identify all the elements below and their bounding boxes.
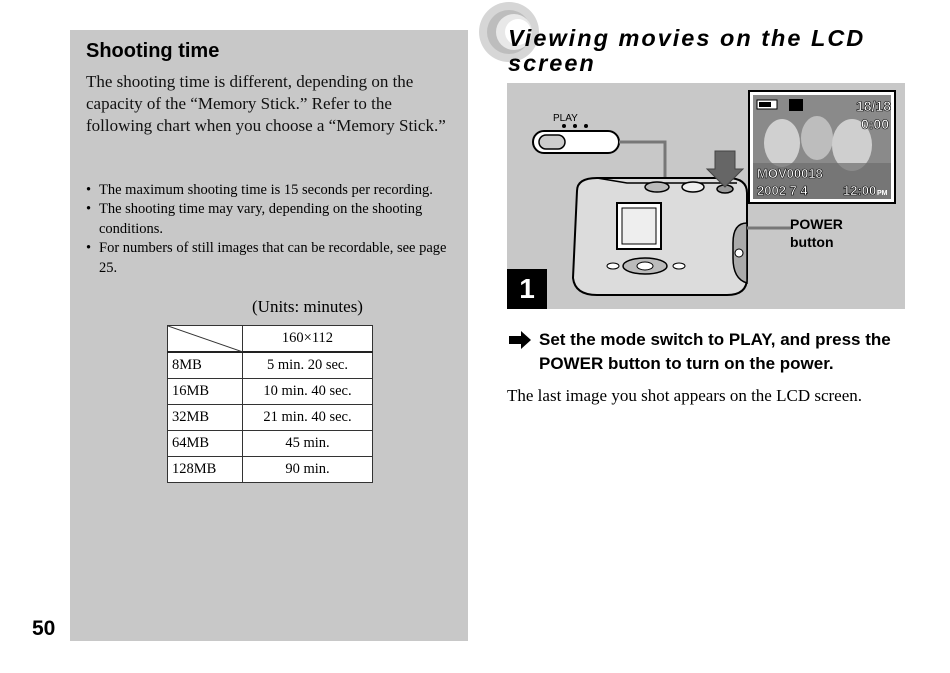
note-item: • For numbers of still images that can be recordable, see page 25. (86, 239, 456, 278)
note-item: • The shooting time may vary, depending on the shooting conditions. (86, 200, 456, 239)
time-cell: 21 min. 40 sec. (243, 405, 373, 431)
capacity-cell: 64MB (168, 431, 243, 457)
note-item: • The maximum shooting time is 15 seconds per recording. (86, 181, 456, 200)
mode-switch-knob (539, 135, 565, 149)
table-header-row (168, 326, 373, 353)
lcd-clock-suffix: PM (877, 190, 888, 197)
diagonal-divider (168, 326, 243, 352)
time-cell: 5 min. 20 sec. (243, 352, 373, 379)
capacity-cell: 16MB (168, 379, 243, 405)
right-arrow-icon (507, 328, 533, 352)
table-row (168, 405, 373, 431)
power-label-button: button (790, 234, 834, 250)
table-row (168, 431, 373, 457)
section-title: Viewing movies on the LCD screen (508, 25, 866, 76)
table-corner-cell (168, 326, 243, 353)
lcd-counter: 18/18 (855, 98, 891, 114)
shooting-time-heading: Shooting time (86, 40, 220, 62)
capacity-cell: 32MB (168, 405, 243, 431)
lcd-file-name: MOV00018 (757, 166, 823, 181)
shooting-time-notes (86, 181, 456, 278)
capacity-cell: 8MB (168, 352, 243, 379)
shooting-time-intro: The shooting time is different, depending on the capacity of the “Memory Stick.” Refer to the following chart when you choose a “Memory Stick.” (86, 72, 446, 135)
units-label: (Units: minutes) (252, 297, 363, 316)
time-cell: 90 min. (243, 457, 373, 483)
lcd-time: 0:00 (860, 116, 889, 132)
table-row (168, 457, 373, 483)
lcd-date: 2002 7 4 (757, 183, 808, 198)
page-number: 50 (32, 617, 56, 640)
camera-drawing (507, 83, 905, 309)
lcd-clock: 12:00 (843, 183, 877, 198)
shooting-time-table (167, 325, 373, 483)
camera-illustration (507, 83, 905, 309)
result-text: The last image you shot appears on the LCD screen. (507, 386, 863, 405)
play-label: PLAY (553, 113, 578, 124)
capacity-cell: 128MB (168, 457, 243, 483)
table-row (168, 379, 373, 405)
time-cell: 45 min. (243, 431, 373, 457)
instruction-text: Set the mode switch to PLAY, and press the POWER button to turn on the power. (539, 330, 891, 373)
step-number-badge: 1 (507, 269, 547, 309)
instruction (507, 328, 927, 376)
table-row (168, 352, 373, 379)
time-cell: 10 min. 40 sec. (243, 379, 373, 405)
power-label: POWER (790, 216, 843, 232)
table-column-header: 160×112 (243, 326, 373, 353)
